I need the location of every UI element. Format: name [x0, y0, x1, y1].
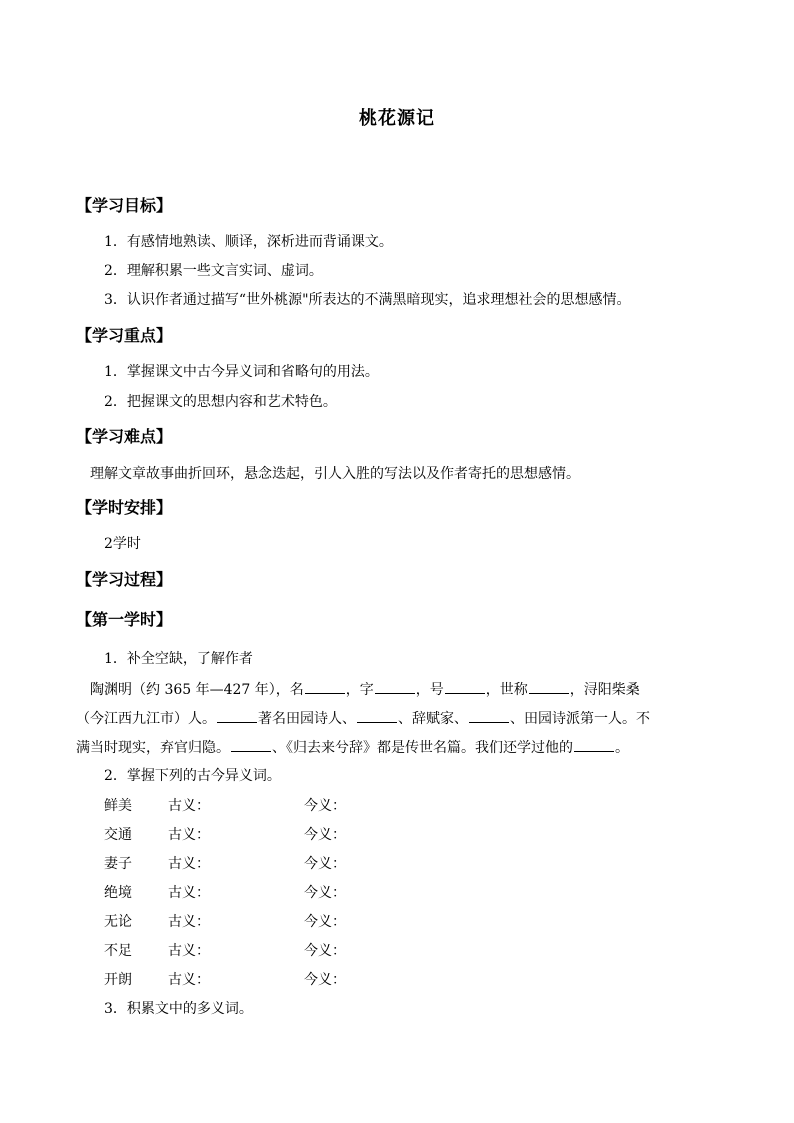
art-name-blank[interactable] [445, 679, 485, 694]
difficulty-text: 理解文章故事曲折回环，悬念迭起，引人入胜的写法以及作者寄托的思想感情。 [90, 466, 580, 482]
work-blank[interactable] [231, 737, 271, 752]
term-word: 开朗 [104, 972, 132, 988]
question-2-title: 2．掌握下列的古今异义词。 [104, 768, 281, 784]
fill-text: 。 [615, 740, 629, 756]
fill-text: ，字 [345, 682, 374, 698]
modern-meaning-label: 今义： [304, 972, 346, 988]
term-word: 交通 [104, 827, 132, 843]
era-blank[interactable] [217, 708, 257, 723]
ancient-meaning-label: 古义： [168, 885, 210, 901]
question-1-paragraph-line-1 [90, 679, 640, 700]
identity-blank-1[interactable] [357, 708, 397, 723]
fill-text: 、辞赋家、 [398, 711, 468, 727]
ancient-meaning-label: 古义： [168, 914, 210, 930]
term-word: 鲜美 [104, 798, 132, 814]
fill-text: （今江西九江市）人。 [76, 711, 216, 727]
goal-item-2: 2．理解积累一些文言实词、虚词。 [104, 263, 323, 279]
modern-meaning-label: 今义： [304, 914, 346, 930]
fill-text: ，世称 [485, 682, 528, 698]
question-3-title: 3．积累文中的多义词。 [104, 1001, 253, 1017]
identity-blank-2[interactable] [469, 708, 509, 723]
fill-text: ，浔阳柴桑 [569, 682, 640, 698]
schedule-heading: 【学时安排】 [76, 498, 173, 517]
modern-meaning-label: 今义： [304, 827, 346, 843]
question-1-paragraph-line-3 [76, 737, 629, 758]
title-blank[interactable] [529, 679, 569, 694]
courtesy-name-blank[interactable] [375, 679, 415, 694]
modern-meaning-label: 今义： [304, 885, 346, 901]
modern-meaning-label: 今义： [304, 943, 346, 959]
ancient-meaning-label: 古义： [168, 943, 210, 959]
term-word: 绝境 [104, 885, 132, 901]
question-1-title: 1．补全空缺，了解作者 [104, 651, 253, 667]
term-word: 无论 [104, 914, 132, 930]
question-1-paragraph-line-2 [76, 708, 650, 729]
schedule-text: 2学时 [104, 536, 141, 552]
goals-heading: 【学习目标】 [76, 196, 173, 215]
term-word: 妻子 [104, 856, 132, 872]
fill-text: ，号 [415, 682, 444, 698]
process-heading: 【学习过程】 [76, 570, 173, 589]
ancient-meaning-label: 古义： [168, 827, 210, 843]
ancient-meaning-label: 古义： [168, 798, 210, 814]
first-lesson-heading: 【第一学时】 [76, 610, 173, 629]
fill-text: 、田园诗派第一人。不 [510, 711, 650, 727]
fill-text: 著名田园诗人、 [258, 711, 356, 727]
document-title: 桃花源记 [359, 108, 435, 129]
goal-item-3: 3．认识作者通过描写“世外桃源"所表达的不满黑暗现实，追求理想社会的思想感情。 [104, 292, 631, 308]
name-blank[interactable] [305, 679, 345, 694]
focus-item-1: 1．掌握课文中古今异义词和省略句的用法。 [104, 364, 379, 380]
fill-text: 、《归去来兮辞》都是传世名篇。我们还学过他的 [272, 740, 573, 756]
focus-heading: 【学习重点】 [76, 326, 173, 345]
difficulty-heading: 【学习难点】 [76, 427, 173, 446]
goal-item-1: 1．有感情地熟读、顺译，深析进而背诵课文。 [104, 234, 393, 250]
fill-text: 满当时现实，弃官归隐。 [76, 740, 230, 756]
fill-text: 陶渊明（约 365 年—427 年），名 [90, 682, 304, 698]
focus-item-2: 2．把握课文的思想内容和艺术特色。 [104, 394, 337, 410]
modern-meaning-label: 今义： [304, 856, 346, 872]
term-word: 不足 [104, 943, 132, 959]
studied-work-blank[interactable] [574, 737, 614, 752]
ancient-meaning-label: 古义： [168, 856, 210, 872]
ancient-meaning-label: 古义： [168, 972, 210, 988]
modern-meaning-label: 今义： [304, 798, 346, 814]
